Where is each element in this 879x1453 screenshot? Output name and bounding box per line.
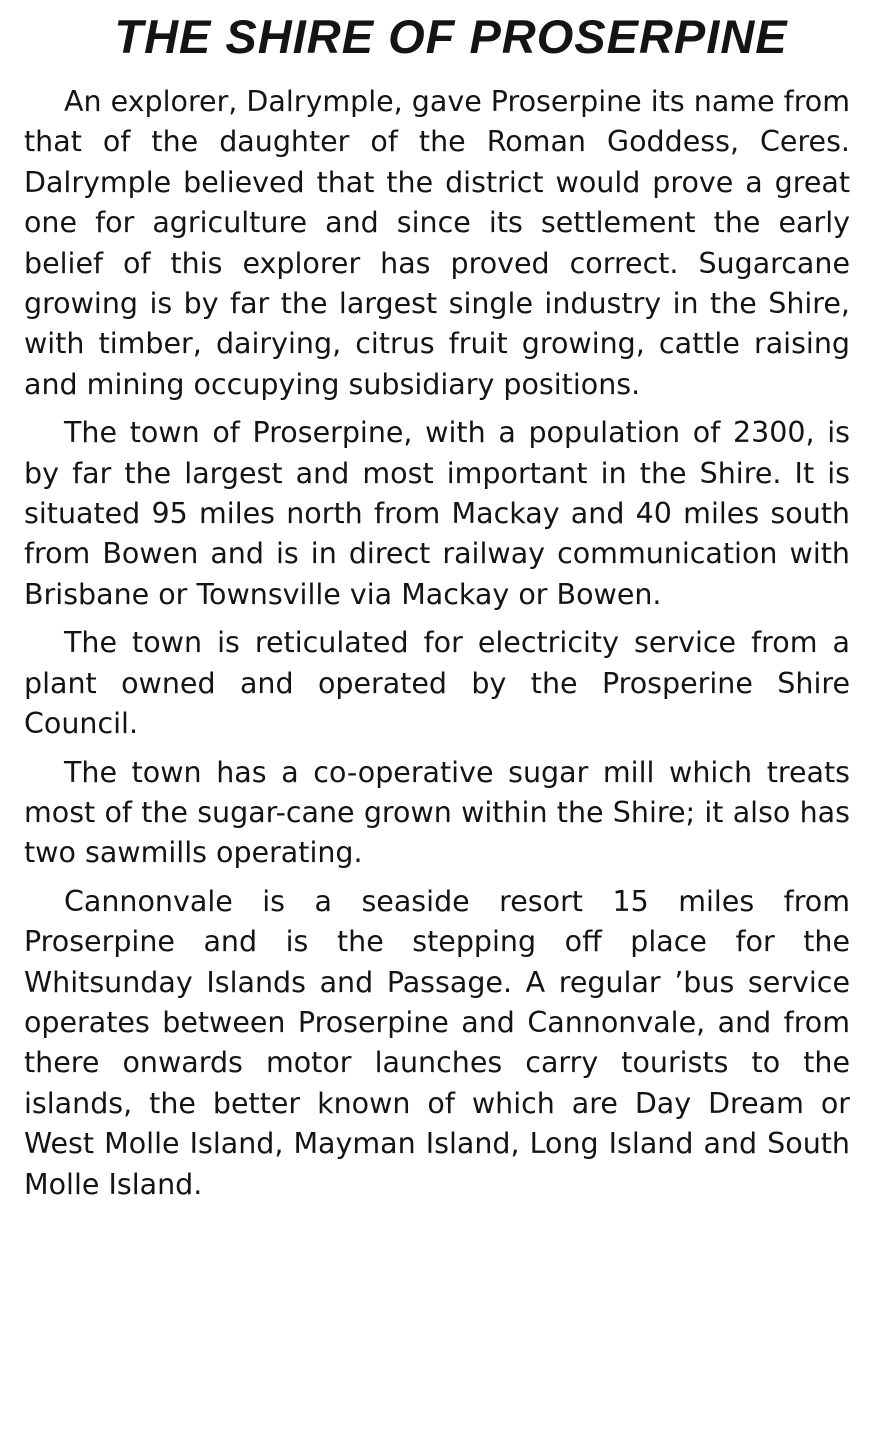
paragraph-electricity: The town is reticulated for electricity service from a plant owned and operated by the Prosperine Shire Council.: [24, 626, 850, 741]
paragraph-cannonvale: Cannonvale is a seaside resort 15 miles from Proserpine and is the stepping off place for the Whitsunday Islands and Passage. A regular ’bus service operates between Proserpine and Cannonvale, and from there onwards motor launches carry tourists to the islands, the better known of which are Day Dream or West Molle Island, Mayman Island, Long Island and South Molle Island.: [24, 884, 850, 1201]
article-title: THE SHIRE OF PROSERPINE: [114, 10, 788, 63]
article: [24, 6, 850, 1213]
paragraph-naming: An explorer, Dalrymple, gave Proserpine its name from that of the daughter of the Roman Goddess, Ceres. Dalrymple believed that the district would prove a great one for agriculture and since its settlement the early belief of this explorer has proved correct. Sugarcane growing is by far the largest single industry in the Shire, with timber, dairying, citrus fruit growing, cattle raising and mining occupying subsidiary positions.: [24, 85, 850, 401]
paragraph-sugar-mill: The town has a co-operative sugar mill which treats most of the sugar-cane grown within the Shire; it also has two sawmills operating.: [24, 755, 850, 870]
paragraph-town-location: The town of Proserpine, with a population of 2300, is by far the largest and most important in the Shire. It is situated 95 miles north from Mackay and 40 miles south from Bowen and is in direct railway communication with Brisbane or Townsville via Mackay or Bowen.: [24, 416, 850, 611]
